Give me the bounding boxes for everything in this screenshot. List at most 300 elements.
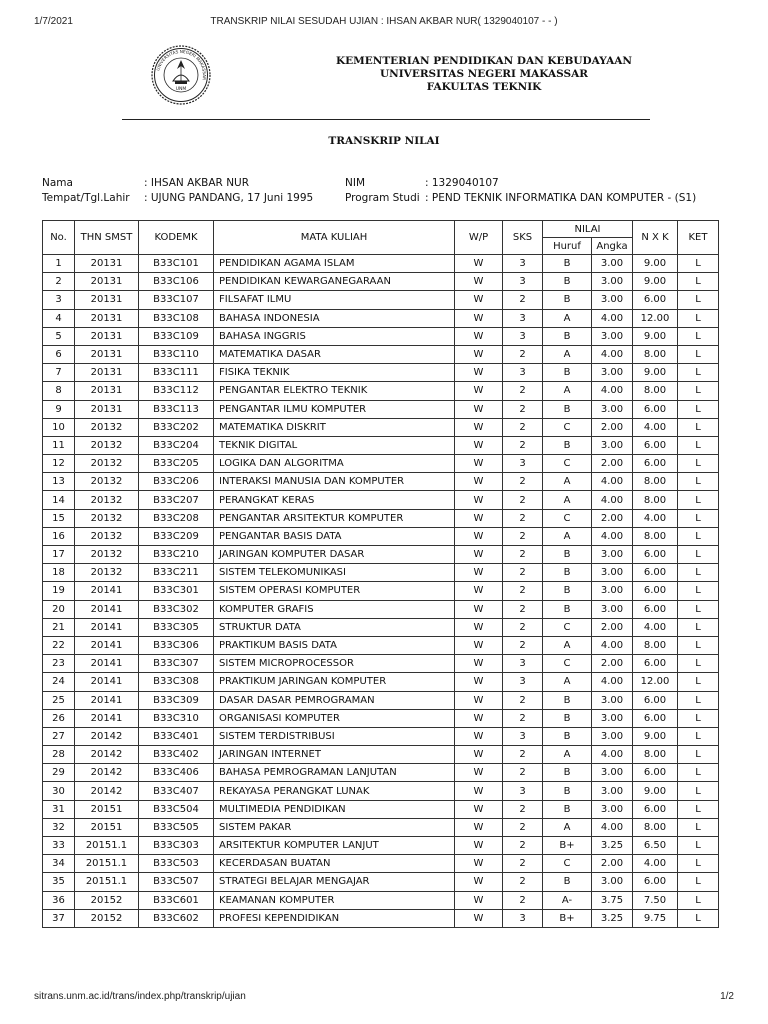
cell-angka: 3.25 (592, 837, 633, 855)
cell-angka: 2.00 (592, 455, 633, 473)
cell-nxk: 8.00 (633, 382, 678, 400)
cell-sks: 2 (503, 837, 543, 855)
cell-kodemk: B33C109 (139, 327, 214, 345)
cell-ket: L (678, 382, 719, 400)
cell-wp: W (455, 309, 503, 327)
cell-kodemk: B33C307 (139, 655, 214, 673)
cell-sks: 3 (503, 727, 543, 745)
cell-kodemk: B33C401 (139, 727, 214, 745)
cell-no: 19 (43, 582, 75, 600)
cell-wp: W (455, 291, 503, 309)
cell-huruf: A (543, 673, 592, 691)
cell-angka: 4.00 (592, 673, 633, 691)
cell-no: 35 (43, 873, 75, 891)
cell-huruf: B (543, 364, 592, 382)
cell-angka: 3.00 (592, 564, 633, 582)
cell-huruf: A (543, 746, 592, 764)
cell-sks: 3 (503, 455, 543, 473)
cell-ket: L (678, 855, 719, 873)
student-birth-row (42, 191, 313, 206)
cell-huruf: B (543, 582, 592, 600)
cell-nxk: 7.50 (633, 891, 678, 909)
nim-label: NIM (345, 177, 366, 189)
cell-no: 7 (43, 364, 75, 382)
cell-wp: W (455, 455, 503, 473)
cell-thn-smst: 20142 (75, 764, 139, 782)
cell-sks: 3 (503, 309, 543, 327)
table-row (43, 691, 719, 709)
cell-ket: L (678, 746, 719, 764)
cell-kodemk: B33C602 (139, 909, 214, 927)
header-angka: Angka (592, 238, 633, 255)
cell-angka: 3.00 (592, 273, 633, 291)
cell-mata-kuliah: INTERAKSI MANUSIA DAN KOMPUTER (214, 473, 455, 491)
cell-wp: W (455, 764, 503, 782)
cell-ket: L (678, 509, 719, 527)
cell-thn-smst: 20141 (75, 655, 139, 673)
cell-mata-kuliah: KECERDASAN BUATAN (214, 855, 455, 873)
cell-thn-smst: 20132 (75, 491, 139, 509)
birth-value: : UJUNG PANDANG, 17 Juni 1995 (144, 192, 314, 204)
table-row (43, 309, 719, 327)
print-date: 1/7/2021 (34, 16, 73, 27)
table-row (43, 600, 719, 618)
cell-mata-kuliah: BAHASA INGGRIS (214, 327, 455, 345)
cell-sks: 2 (503, 546, 543, 564)
page-url: sitrans.unm.ac.id/trans/index.php/transkrip/ujian (34, 991, 246, 1002)
cell-sks: 3 (503, 273, 543, 291)
cell-ket: L (678, 546, 719, 564)
cell-no: 9 (43, 400, 75, 418)
cell-huruf: B (543, 327, 592, 345)
table-row (43, 727, 719, 745)
table-row (43, 746, 719, 764)
cell-ket: L (678, 691, 719, 709)
cell-angka: 2.00 (592, 655, 633, 673)
cell-huruf: B (543, 255, 592, 273)
cell-sks: 2 (503, 873, 543, 891)
cell-thn-smst: 20131 (75, 309, 139, 327)
header-thn-smst: THN SMST (75, 221, 139, 255)
cell-ket: L (678, 255, 719, 273)
table-row (43, 364, 719, 382)
cell-nxk: 4.00 (633, 855, 678, 873)
cell-wp: W (455, 418, 503, 436)
cell-nxk: 8.00 (633, 746, 678, 764)
cell-sks: 2 (503, 564, 543, 582)
cell-sks: 2 (503, 473, 543, 491)
cell-no: 21 (43, 618, 75, 636)
cell-wp: W (455, 855, 503, 873)
cell-huruf: C (543, 455, 592, 473)
header-mata-kuliah: MATA KULIAH (214, 221, 455, 255)
header-divider (122, 119, 650, 120)
cell-no: 8 (43, 382, 75, 400)
print-header (34, 16, 734, 30)
cell-kodemk: B33C207 (139, 491, 214, 509)
cell-nxk: 8.00 (633, 473, 678, 491)
cell-wp: W (455, 582, 503, 600)
cell-nxk: 6.00 (633, 709, 678, 727)
cell-huruf: B+ (543, 909, 592, 927)
cell-angka: 3.00 (592, 364, 633, 382)
cell-mata-kuliah: KOMPUTER GRAFIS (214, 600, 455, 618)
cell-nxk: 8.00 (633, 491, 678, 509)
cell-thn-smst: 20141 (75, 636, 139, 654)
cell-nxk: 8.00 (633, 527, 678, 545)
table-row (43, 400, 719, 418)
cell-mata-kuliah: PERANGKAT KERAS (214, 491, 455, 509)
cell-kodemk: B33C101 (139, 255, 214, 273)
table-row (43, 837, 719, 855)
cell-mata-kuliah: PROFESI KEPENDIDIKAN (214, 909, 455, 927)
cell-kodemk: B33C310 (139, 709, 214, 727)
table-row (43, 655, 719, 673)
cell-mata-kuliah: BAHASA INDONESIA (214, 309, 455, 327)
cell-wp: W (455, 527, 503, 545)
cell-kodemk: B33C107 (139, 291, 214, 309)
cell-nxk: 9.00 (633, 327, 678, 345)
cell-huruf: B+ (543, 837, 592, 855)
table-row (43, 436, 719, 454)
cell-no: 4 (43, 309, 75, 327)
cell-wp: W (455, 818, 503, 836)
cell-huruf: B (543, 691, 592, 709)
cell-wp: W (455, 273, 503, 291)
cell-sks: 2 (503, 709, 543, 727)
student-info-right (345, 176, 696, 206)
cell-mata-kuliah: ORGANISASI KOMPUTER (214, 709, 455, 727)
cell-huruf: B (543, 436, 592, 454)
cell-no: 36 (43, 891, 75, 909)
cell-thn-smst: 20132 (75, 564, 139, 582)
cell-huruf: A (543, 309, 592, 327)
cell-angka: 3.00 (592, 582, 633, 600)
cell-no: 11 (43, 436, 75, 454)
cell-no: 28 (43, 746, 75, 764)
cell-huruf: B (543, 800, 592, 818)
cell-ket: L (678, 618, 719, 636)
cell-sks: 2 (503, 400, 543, 418)
cell-thn-smst: 20132 (75, 509, 139, 527)
cell-ket: L (678, 673, 719, 691)
cell-thn-smst: 20141 (75, 709, 139, 727)
cell-mata-kuliah: MULTIMEDIA PENDIDIKAN (214, 800, 455, 818)
cell-thn-smst: 20132 (75, 418, 139, 436)
cell-wp: W (455, 345, 503, 363)
cell-kodemk: B33C111 (139, 364, 214, 382)
table-row (43, 673, 719, 691)
table-row (43, 855, 719, 873)
cell-wp: W (455, 636, 503, 654)
cell-kodemk: B33C402 (139, 746, 214, 764)
cell-thn-smst: 20132 (75, 546, 139, 564)
cell-mata-kuliah: MATEMATIKA DISKRIT (214, 418, 455, 436)
table-row (43, 418, 719, 436)
cell-ket: L (678, 873, 719, 891)
cell-no: 12 (43, 455, 75, 473)
cell-wp: W (455, 509, 503, 527)
cell-mata-kuliah: PENGANTAR ILMU KOMPUTER (214, 400, 455, 418)
cell-thn-smst: 20131 (75, 291, 139, 309)
cell-kodemk: B33C204 (139, 436, 214, 454)
cell-kodemk: B33C305 (139, 618, 214, 636)
cell-angka: 4.00 (592, 473, 633, 491)
cell-ket: L (678, 600, 719, 618)
cell-thn-smst: 20152 (75, 909, 139, 927)
cell-kodemk: B33C210 (139, 546, 214, 564)
cell-kodemk: B33C306 (139, 636, 214, 654)
cell-thn-smst: 20131 (75, 273, 139, 291)
print-footer (34, 991, 734, 1005)
cell-nxk: 9.00 (633, 364, 678, 382)
cell-nxk: 4.00 (633, 509, 678, 527)
name-value: : IHSAN AKBAR NUR (144, 177, 250, 189)
cell-angka: 3.25 (592, 909, 633, 927)
cell-ket: L (678, 400, 719, 418)
cell-mata-kuliah: SISTEM PAKAR (214, 818, 455, 836)
cell-nxk: 9.00 (633, 782, 678, 800)
cell-thn-smst: 20132 (75, 455, 139, 473)
cell-no: 20 (43, 600, 75, 618)
cell-sks: 2 (503, 491, 543, 509)
cell-huruf: B (543, 873, 592, 891)
cell-thn-smst: 20142 (75, 782, 139, 800)
cell-mata-kuliah: JARINGAN INTERNET (214, 746, 455, 764)
cell-kodemk: B33C108 (139, 309, 214, 327)
cell-wp: W (455, 255, 503, 273)
cell-wp: W (455, 909, 503, 927)
cell-nxk: 8.00 (633, 636, 678, 654)
cell-ket: L (678, 636, 719, 654)
cell-angka: 3.00 (592, 764, 633, 782)
table-row (43, 273, 719, 291)
cell-nxk: 6.00 (633, 291, 678, 309)
table-row (43, 764, 719, 782)
cell-no: 26 (43, 709, 75, 727)
cell-no: 24 (43, 673, 75, 691)
cell-ket: L (678, 818, 719, 836)
cell-wp: W (455, 491, 503, 509)
cell-sks: 3 (503, 255, 543, 273)
cell-kodemk: B33C202 (139, 418, 214, 436)
cell-mata-kuliah: PENGANTAR ELEKTRO TEKNIK (214, 382, 455, 400)
cell-no: 16 (43, 527, 75, 545)
cell-no: 14 (43, 491, 75, 509)
cell-mata-kuliah: FISIKA TEKNIK (214, 364, 455, 382)
cell-nxk: 9.75 (633, 909, 678, 927)
cell-angka: 3.00 (592, 291, 633, 309)
cell-no: 37 (43, 909, 75, 927)
cell-mata-kuliah: PENGANTAR BASIS DATA (214, 527, 455, 545)
student-info-left (42, 176, 313, 206)
cell-angka: 2.00 (592, 855, 633, 873)
cell-angka: 3.00 (592, 546, 633, 564)
cell-thn-smst: 20131 (75, 364, 139, 382)
cell-nxk: 6.00 (633, 400, 678, 418)
cell-wp: W (455, 746, 503, 764)
cell-ket: L (678, 764, 719, 782)
cell-sks: 2 (503, 382, 543, 400)
cell-mata-kuliah: PENDIDIKAN KEWARGANEGARAAN (214, 273, 455, 291)
cell-kodemk: B33C503 (139, 855, 214, 873)
cell-nxk: 6.00 (633, 655, 678, 673)
header-wp: W/P (455, 221, 503, 255)
prodi-label: Program Studi (345, 192, 420, 204)
cell-no: 27 (43, 727, 75, 745)
cell-huruf: A (543, 473, 592, 491)
institution-header (220, 55, 748, 94)
cell-nxk: 12.00 (633, 673, 678, 691)
cell-angka: 4.00 (592, 309, 633, 327)
cell-thn-smst: 20131 (75, 382, 139, 400)
cell-wp: W (455, 600, 503, 618)
logo-abbr: UNM (175, 87, 187, 92)
cell-ket: L (678, 891, 719, 909)
header-nilai: NILAI (543, 221, 633, 238)
table-row (43, 873, 719, 891)
cell-thn-smst: 20141 (75, 691, 139, 709)
cell-sks: 2 (503, 509, 543, 527)
cell-wp: W (455, 709, 503, 727)
cell-kodemk: B33C308 (139, 673, 214, 691)
cell-mata-kuliah: PENDIDIKAN AGAMA ISLAM (214, 255, 455, 273)
unm-logo-icon (151, 45, 211, 105)
cell-mata-kuliah: PRAKTIKUM BASIS DATA (214, 636, 455, 654)
cell-huruf: B (543, 764, 592, 782)
cell-ket: L (678, 582, 719, 600)
cell-angka: 2.00 (592, 509, 633, 527)
cell-nxk: 4.00 (633, 418, 678, 436)
cell-kodemk: B33C112 (139, 382, 214, 400)
cell-nxk: 12.00 (633, 309, 678, 327)
cell-sks: 3 (503, 655, 543, 673)
cell-mata-kuliah: DASAR DASAR PEMROGRAMAN (214, 691, 455, 709)
cell-ket: L (678, 800, 719, 818)
cell-angka: 3.00 (592, 691, 633, 709)
table-row (43, 382, 719, 400)
cell-angka: 4.00 (592, 382, 633, 400)
cell-no: 22 (43, 636, 75, 654)
cell-mata-kuliah: STRATEGI BELAJAR MENGAJAR (214, 873, 455, 891)
cell-kodemk: B33C211 (139, 564, 214, 582)
cell-ket: L (678, 418, 719, 436)
cell-sks: 2 (503, 527, 543, 545)
cell-thn-smst: 20132 (75, 436, 139, 454)
cell-no: 29 (43, 764, 75, 782)
cell-kodemk: B33C205 (139, 455, 214, 473)
cell-sks: 2 (503, 345, 543, 363)
cell-nxk: 6.00 (633, 564, 678, 582)
cell-kodemk: B33C208 (139, 509, 214, 527)
cell-kodemk: B33C113 (139, 400, 214, 418)
name-label: Nama (42, 177, 73, 189)
cell-no: 6 (43, 345, 75, 363)
table-row (43, 291, 719, 309)
cell-huruf: A (543, 491, 592, 509)
cell-thn-smst: 20142 (75, 746, 139, 764)
cell-wp: W (455, 782, 503, 800)
cell-thn-smst: 20131 (75, 255, 139, 273)
cell-huruf: A (543, 527, 592, 545)
table-row (43, 473, 719, 491)
cell-huruf: A (543, 382, 592, 400)
cell-mata-kuliah: ARSITEKTUR KOMPUTER LANJUT (214, 837, 455, 855)
cell-huruf: B (543, 291, 592, 309)
cell-wp: W (455, 473, 503, 491)
cell-huruf: B (543, 600, 592, 618)
cell-nxk: 6.00 (633, 691, 678, 709)
table-row (43, 800, 719, 818)
cell-sks: 3 (503, 782, 543, 800)
cell-sks: 2 (503, 691, 543, 709)
cell-sks: 2 (503, 418, 543, 436)
cell-no: 2 (43, 273, 75, 291)
cell-kodemk: B33C504 (139, 800, 214, 818)
cell-nxk: 6.00 (633, 436, 678, 454)
cell-mata-kuliah: SISTEM OPERASI KOMPUTER (214, 582, 455, 600)
cell-angka: 3.00 (592, 782, 633, 800)
cell-mata-kuliah: SISTEM MICROPROCESSOR (214, 655, 455, 673)
cell-thn-smst: 20152 (75, 891, 139, 909)
cell-sks: 2 (503, 618, 543, 636)
grades-body (43, 255, 719, 928)
cell-kodemk: B33C206 (139, 473, 214, 491)
cell-kodemk: B33C302 (139, 600, 214, 618)
cell-thn-smst: 20142 (75, 727, 139, 745)
cell-no: 18 (43, 564, 75, 582)
cell-sks: 3 (503, 909, 543, 927)
cell-ket: L (678, 709, 719, 727)
cell-angka: 4.00 (592, 345, 633, 363)
logo-ring-text: UNIVERSITAS NEGERI MAKASSAR (155, 48, 208, 81)
cell-mata-kuliah: SISTEM TERDISTRIBUSI (214, 727, 455, 745)
cell-thn-smst: 20132 (75, 473, 139, 491)
cell-mata-kuliah: SISTEM TELEKOMUNIKASI (214, 564, 455, 582)
cell-ket: L (678, 291, 719, 309)
cell-ket: L (678, 345, 719, 363)
cell-no: 10 (43, 418, 75, 436)
cell-mata-kuliah: BAHASA PEMROGRAMAN LANJUTAN (214, 764, 455, 782)
cell-angka: 3.00 (592, 800, 633, 818)
cell-ket: L (678, 309, 719, 327)
cell-angka: 3.00 (592, 600, 633, 618)
cell-sks: 2 (503, 800, 543, 818)
cell-ket: L (678, 327, 719, 345)
cell-no: 33 (43, 837, 75, 855)
cell-angka: 3.00 (592, 255, 633, 273)
cell-sks: 2 (503, 818, 543, 836)
cell-thn-smst: 20131 (75, 327, 139, 345)
cell-nxk: 6.00 (633, 600, 678, 618)
cell-huruf: B (543, 564, 592, 582)
cell-thn-smst: 20141 (75, 673, 139, 691)
cell-angka: 3.00 (592, 400, 633, 418)
cell-wp: W (455, 546, 503, 564)
cell-wp: W (455, 400, 503, 418)
cell-huruf: B (543, 709, 592, 727)
header-no: No. (43, 221, 75, 255)
birth-label: Tempat/Tgl.Lahir (42, 192, 130, 204)
cell-no: 3 (43, 291, 75, 309)
cell-ket: L (678, 564, 719, 582)
cell-huruf: C (543, 655, 592, 673)
prodi-value: : PEND TEKNIK INFORMATIKA DAN KOMPUTER - (S1) (425, 192, 697, 204)
cell-mata-kuliah: MATEMATIKA DASAR (214, 345, 455, 363)
table-row (43, 546, 719, 564)
faculty-name: FAKULTAS TEKNIK (426, 81, 542, 93)
cell-kodemk: B33C407 (139, 782, 214, 800)
